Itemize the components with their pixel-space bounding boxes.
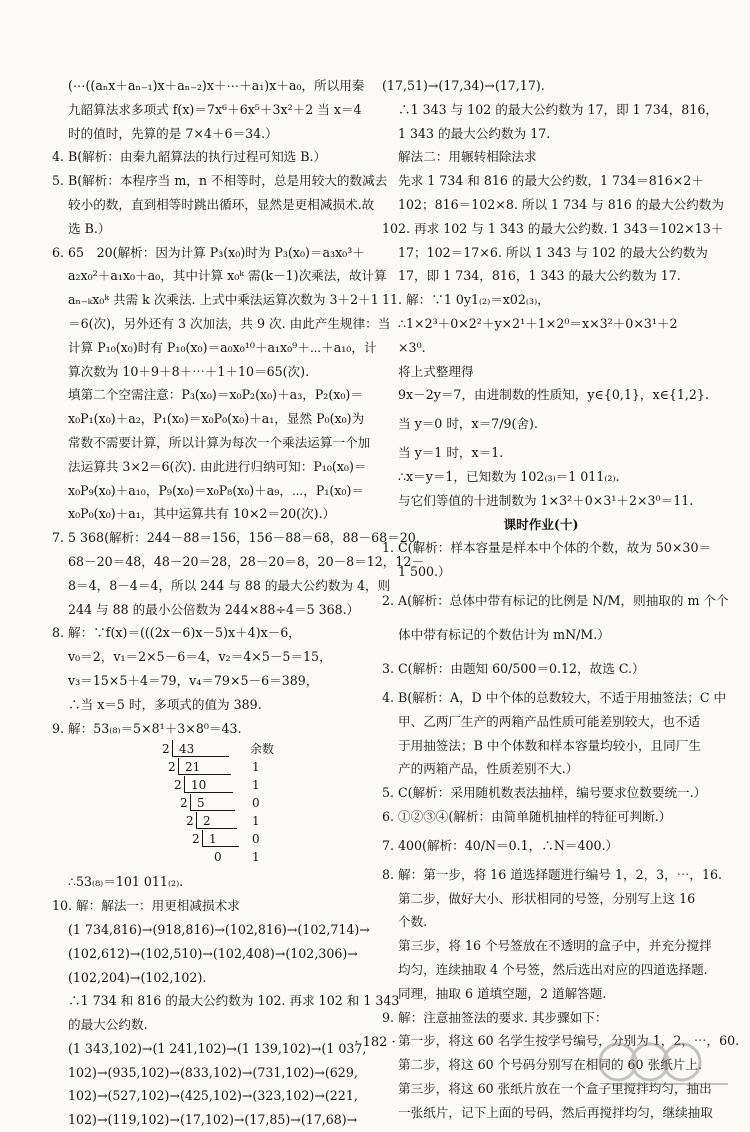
ladder-row bbox=[52, 848, 370, 866]
quotient: 0 bbox=[214, 850, 222, 865]
text-line: ×3⁰. bbox=[398, 339, 426, 355]
text-line: v₃＝15×5＋4＝79，v₄＝79×5－6＝389， bbox=[68, 672, 319, 688]
text-line: 5. B(解析：本程序当 m，n 不相等时，总是用较大的数减去 bbox=[52, 173, 388, 189]
remainder: 1 bbox=[252, 814, 260, 829]
quotient: 5 bbox=[190, 794, 235, 811]
text-line: 9. 解：注意抽签法的要求. 其步骤如下： bbox=[382, 1009, 608, 1025]
quotient: 1 bbox=[202, 830, 239, 847]
text-line: 1. C(解析：样本容量是样本中个体的个数，故为 50×30＝ bbox=[382, 540, 712, 556]
text-line: 第二步，做好大小、形状相同的号签，分别写上这 16 bbox=[398, 890, 696, 906]
remainder: 1 bbox=[252, 760, 260, 775]
text-line: 第三步，将这 60 张纸片放在一个盒子里搅拌均匀，抽出 bbox=[398, 1080, 712, 1096]
text-line: (⋯((aₙx＋aₙ₋₁)x＋aₙ₋₂)x＋⋯＋a₁)x＋a₀，所以用秦 bbox=[68, 78, 365, 93]
text-line: ∴1 343 与 102 的最大公约数为 17，即 1 734，816， bbox=[398, 101, 718, 117]
text-line: 102)→(119,102)→(17,102)→(17,85)→(17,68)→ bbox=[68, 1112, 358, 1128]
text-line: ＝6(次)，另外还有 3 次加法，共 9 次. 由此产生规律：当 bbox=[68, 315, 391, 331]
text-line: 8＝4，8－4＝4，所以 244 与 88 的最大公约数为 4，则 bbox=[68, 577, 391, 593]
remainder: 1 bbox=[252, 850, 260, 865]
divisor: 2 bbox=[192, 832, 200, 847]
text-line: ∴1 734 和 816 的最大公约数为 102. 再求 102 和 1 343 bbox=[68, 993, 400, 1009]
text-line: 10. 解：解法一：用更相减损术求 bbox=[52, 898, 240, 914]
ladder-row bbox=[52, 740, 370, 758]
text-line: x₀P₉(x₀)＋a₁₀，P₉(x₀)＝x₀P₈(x₀)＋a₉，⋯，P₁(x₀)＝ bbox=[68, 482, 364, 498]
text-line: 102；816＝102×8. 所以 1 734 与 816 的最大公约数为 bbox=[398, 196, 724, 212]
text-line: 17，即 1 734，816，1 343 的最大公约数为 17. bbox=[398, 268, 681, 284]
text-line: 1 343 的最大公约数为 17. bbox=[398, 125, 551, 141]
section-title: 课时作业(十) bbox=[503, 516, 579, 532]
text-line: 常数不需要计算，所以计算为每次一个乘法运算一个加 bbox=[68, 434, 371, 450]
text-line: 选 B.） bbox=[68, 220, 111, 236]
text-line: (1 734,816)→(918,816)→(102,816)→(102,714)→ bbox=[68, 921, 370, 937]
text-line: 2. A(解析：总体中带有标记的比例是 N/M，则抽取的 m 个个 bbox=[382, 592, 729, 608]
text-line: 102)→(527,102)→(425,102)→(323,102)→(221, bbox=[68, 1088, 358, 1104]
text-line: 8. 解：∵f(x)＝(((2x－6)x－5)x＋4)x－6， bbox=[52, 625, 301, 641]
quotient: 2 bbox=[196, 812, 237, 829]
text-line: (1 343,102)→(1 241,102)→(1 139,102)→(1 037, bbox=[68, 1040, 367, 1056]
divisor: 2 bbox=[168, 760, 176, 775]
right-column bbox=[382, 74, 740, 1124]
text-line: 个数. bbox=[398, 914, 428, 930]
divisor: 2 bbox=[162, 742, 170, 757]
text-line: 6. ①②③④(解析：由简单随机抽样的特征可判断.） bbox=[382, 808, 672, 824]
text-line: 68－20＝48，48－20＝28，28－20＝8，20－8＝12，12－ bbox=[68, 553, 425, 569]
text-line: 一张纸片，记下上面的号码，然后再搅拌均匀，继续抽取 bbox=[398, 1104, 713, 1120]
text-line: 102. 再求 102 与 1 343 的最大公约数. 1 343＝102×13＋ bbox=[382, 220, 724, 236]
text-line: 计算 P₁₀(x₀)时有 P₁₀(x₀)＝a₀x₀¹⁰＋a₁x₀⁹＋⋯＋a₁₀，计 bbox=[68, 339, 377, 355]
remainder: 0 bbox=[252, 796, 260, 811]
text-line: 17；102＝17×6. 所以 1 343 与 102 的最大公约数为 bbox=[398, 244, 708, 260]
page-number: · 182 · bbox=[354, 1035, 396, 1050]
text-line: 先求 1 734 和 816 的最大公约数，1 734＝816×2＋ bbox=[398, 173, 704, 189]
ladder-row bbox=[52, 830, 370, 848]
text-line: ∴1×2³＋0×2²＋y×2¹＋1×2⁰＝x×3²＋0×3¹＋2 bbox=[398, 315, 678, 331]
text-line: 1 500.） bbox=[398, 564, 451, 580]
text-line: 9x－2y＝7，由进制数的性质知，y∈{0,1}，x∈{1,2}. bbox=[398, 387, 709, 403]
watermark-logo bbox=[592, 1040, 742, 1092]
text-line: ∴当 x＝5 时，多项式的值为 389. bbox=[68, 696, 262, 712]
text-line: 244 与 88 的最小公倍数为 244×88÷4＝5 368.） bbox=[68, 601, 360, 617]
text-line: 第三步，将 16 个号签放在不透明的盒子中，并充分搅拌 bbox=[398, 938, 712, 954]
text-line: aₙ₋ₖx₀ᵏ 共需 k 次乘法. 上式中乘法运算次数为 3＋2＋1 bbox=[68, 292, 379, 308]
text-line: 甲、乙两厂生产的两箱产品性质可能差别较大，也不适 bbox=[398, 713, 701, 729]
quotient: 10 bbox=[184, 776, 233, 793]
divisor: 2 bbox=[174, 778, 182, 793]
text-line: 算次数为 10＋9＋8＋⋯＋1＋10＝65(次). bbox=[68, 363, 310, 379]
text-line: 解法二：用辗转相除法求 bbox=[398, 149, 537, 165]
text-line: a₂x₀²＋a₁x₀＋a₀，其中计算 x₀ᵏ 需(k－1)次乘法，故计算 bbox=[68, 268, 387, 284]
ladder-row bbox=[52, 812, 370, 830]
text-line: ∴x＝y＝1，已知数为 102₍₃₎＝1 011₍₂₎. bbox=[398, 468, 620, 484]
text-line: 7. 400(解析：40/N＝0.1，∴N＝400.） bbox=[382, 837, 619, 853]
text-line: 填第二个空需注意：P₃(x₀)＝x₀P₂(x₀)＋a₃，P₂(x₀)＝ bbox=[68, 387, 363, 403]
text-line: 第一步，将这 60 名学生按学号编号，分别为 1，2，⋯，60. bbox=[398, 1033, 740, 1049]
quotient: 21 bbox=[178, 758, 231, 775]
text-line: 当 y＝1 时，x＝1. bbox=[398, 445, 504, 461]
division-ladder bbox=[52, 740, 370, 870]
text-line: 将上式整理得 bbox=[398, 363, 474, 379]
text-line: 的最大公约数. bbox=[68, 1017, 148, 1033]
text-line: 时的值时，先算的是 7×4＋6＝34.） bbox=[68, 125, 278, 141]
text-line: 3. C(解析：由题知 60/500＝0.12，故选 C.） bbox=[382, 660, 645, 676]
text-line: 102)→(935,102)→(833,102)→(731,102)→(629, bbox=[68, 1064, 358, 1080]
text-line: (102,204)→(102,102). bbox=[68, 969, 207, 985]
remainder: 1 bbox=[252, 778, 260, 793]
ladder-row bbox=[52, 794, 370, 812]
text-line: 九韶算法求多项式 f(x)＝7x⁶＋6x⁵＋3x²＋2 当 x＝4 bbox=[68, 101, 362, 117]
text-line: 于用抽签法；B 中个体数和样本容量均较小，且同厂生 bbox=[398, 737, 701, 753]
text-line: 11. 解：∵1 0y1₍₂₎＝x02₍₃₎， bbox=[382, 292, 550, 308]
ladder-row bbox=[52, 758, 370, 776]
divisor: 2 bbox=[180, 796, 188, 811]
text-line: 5. C(解析：采用随机数表法抽样，编号要求位数要统一.） bbox=[382, 785, 707, 801]
text-line: 均匀，连续抽取 4 个号签，然后选出对应的四道选择题. bbox=[398, 961, 708, 977]
text-line: 9. 解：53₍₈₎＝5×8¹＋3×8⁰＝43. bbox=[52, 720, 242, 736]
text-line: x₀P₀(x₀)＋a₁，其中运算共有 10×2＝20(次).） bbox=[68, 506, 336, 522]
remainder-header: 余数 bbox=[250, 742, 275, 757]
text-line: 较小的数，直到相等时跳出循环，显然是更相减损术.故 bbox=[68, 196, 375, 212]
text-line: 同理，抽取 6 道填空题，2 道解答题. bbox=[398, 985, 607, 1001]
divisor: 2 bbox=[186, 814, 194, 829]
text-line: 法运算共 3×2＝6(次). 由此进行归纳可知：P₁₀(x₀)＝ bbox=[68, 458, 367, 474]
text-line: 4. B(解析：由秦九韶算法的执行过程可知选 B.） bbox=[52, 149, 327, 165]
text-line: 8. 解：第一步，将 16 道选择题进行编号 1，2，3，⋯，16. bbox=[382, 866, 722, 882]
text-line: 4. B(解析：A，D 中个体的总数较大，不适于用抽签法；C 中 bbox=[382, 689, 727, 705]
text-line: (102,612)→(102,510)→(102,408)→(102,306)→ bbox=[68, 945, 358, 961]
text-line: 第二步，将这 60 个号码分别写在相同的 60 张纸片上. bbox=[398, 1057, 702, 1073]
text-line: 6. 65 20(解析：因为计算 P₃(x₀)时为 P₃(x₀)＝a₃x₀³＋ bbox=[52, 244, 365, 260]
text-line: 当 y＝0 时，x＝7/9(舍). bbox=[398, 416, 538, 432]
ladder-row bbox=[52, 776, 370, 794]
text-line: x₀P₁(x₀)＋a₂，P₁(x₀)＝x₀P₀(x₀)＋a₁，显然 P₀(x₀)为 bbox=[68, 411, 365, 427]
text-line: ∴53₍₈₎＝101 011₍₂₎. bbox=[68, 874, 184, 890]
quotient: 43 bbox=[172, 740, 229, 757]
text-line: 产的两箱产品，性质差别不大.） bbox=[398, 761, 579, 777]
text-line: 与它们等值的十进制数为 1×3²＋0×3¹＋2×3⁰＝11. bbox=[398, 492, 694, 508]
text-line: v₀＝2，v₁＝2×5－6＝4，v₂＝4×5－5＝15， bbox=[68, 649, 332, 665]
text-line: (17,51)→(17,34)→(17,17). bbox=[382, 78, 545, 93]
text-line: 体中带有标记的个数估计为 mN/M.） bbox=[398, 626, 610, 642]
remainder: 0 bbox=[252, 832, 260, 847]
text-line: 7. 5 368(解析：244－88＝156，156－88＝68，88－68＝20， bbox=[52, 530, 429, 546]
